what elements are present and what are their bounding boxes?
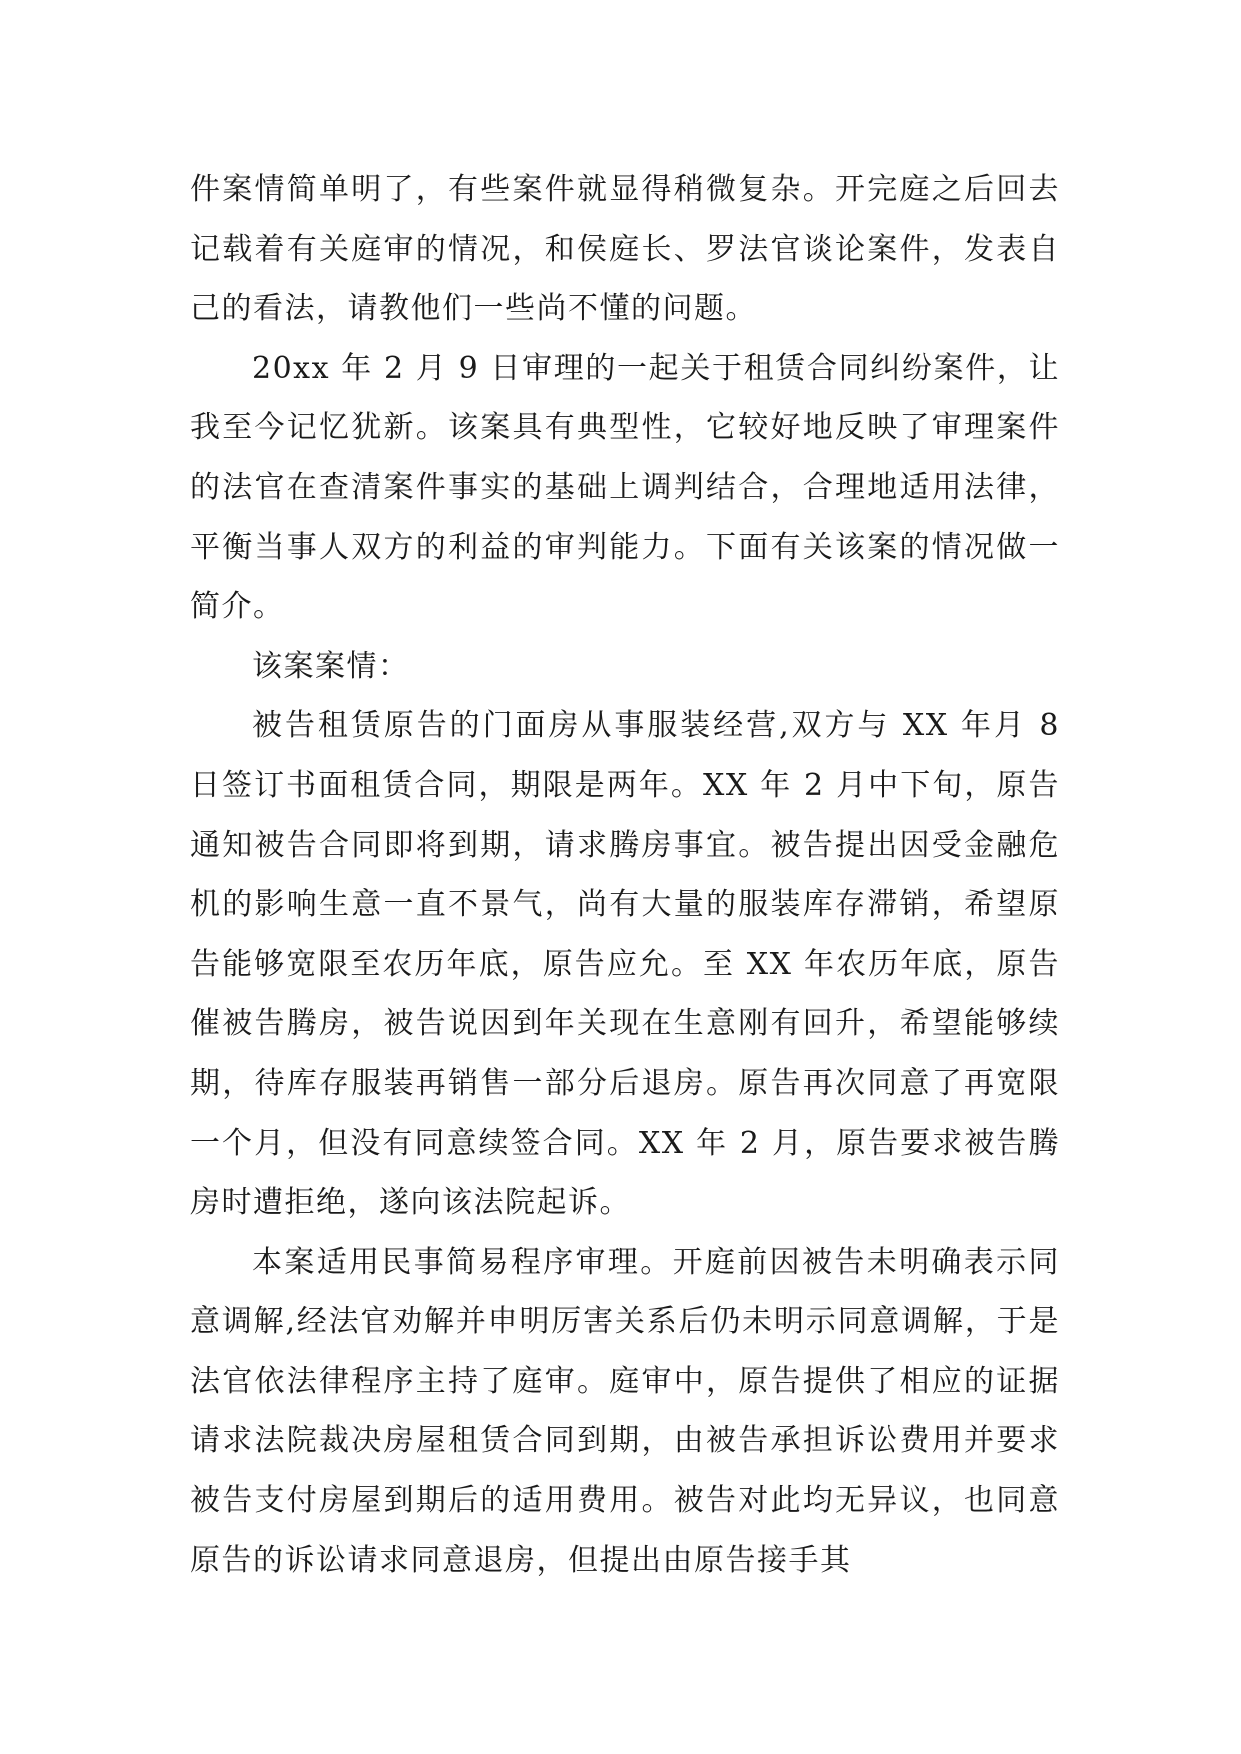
paragraph-continuation: 件案情简单明了，有些案件就显得稍微复杂。开完庭之后回去记载着有关庭审的情况，和侯庭长、罗法官谈论案件，发表自己的看法，请教他们一些尚不懂的问题。: [190, 172, 1060, 327]
paragraph-case-heading: 该案案情：: [252, 648, 410, 684]
paragraph-trial-procedure: 本案适用民事简易程序审理。开庭前因被告未明确表示同意调解,经法官劝解并申明厉害关系后仍未明示同意调解，于是法官依法律程序主持了庭审。庭审中，原告提供了相应的证据请求法院裁决房屋租赁合同到期，由被告承担诉讼费用并要求被告支付房屋到期后的适用费用。被告对此均无异议，也同意原告的诉讼请求同意退房，但提出由原告接手其: [190, 1244, 1060, 1578]
document-body: [190, 160, 1060, 1590]
paragraph-case-facts: 被告租赁原告的门面房从事服装经营,双方与 XX 年月 8 日签订书面租赁合同，期限是两年。XX 年 2 月中下旬，原告通知被告合同即将到期，请求腾房事宜。被告提出因受金融危机的影响生意一直不景气，尚有大量的服装库存滞销，希望原告能够宽限至农历年底，原告应允。至 XX 年农历年底，原告催被告腾房，被告说因到年关现在生意刚有回升，希望能够续期，待库存服装再销售一部分后退房。原告再次同意了再宽限一个月，但没有同意续签合同。XX 年 2 月，原告要求被告腾房时遭拒绝，遂向该法院起诉。: [190, 708, 1060, 1221]
paragraph-case-intro: 20xx 年 2 月 9 日审理的一起关于租赁合同纠纷案件，让我至今记忆犹新。该案具有典型性，它较好地反映了审理案件的法官在查清案件事实的基础上调判结合，合理地适用法律，平衡当事人双方的利益的审判能力。下面有关该案的情况做一简介。: [190, 350, 1060, 625]
